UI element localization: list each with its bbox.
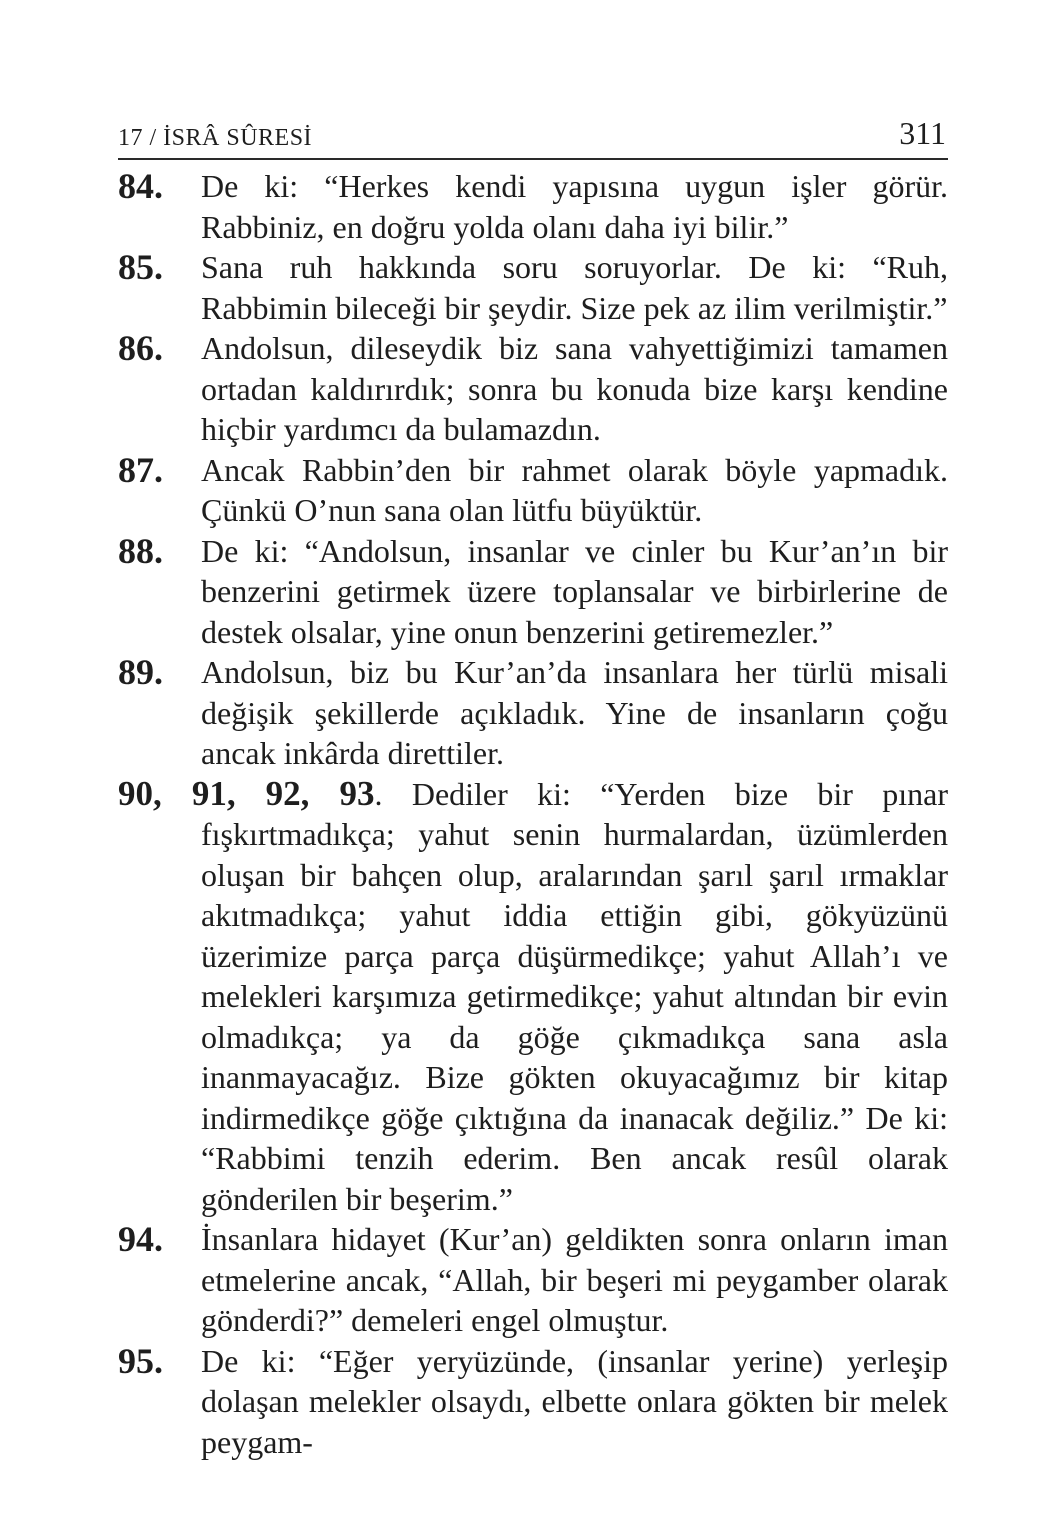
verse-95: [118, 1341, 948, 1463]
verse-text: De ki: “Andolsun, insanlar ve cinler bu Kur’an’ın bir benzerini getirmek üzere toplansalar ve birbirlerine de destek olsalar, yine onun benzerini getiremezler.”: [201, 532, 948, 650]
verse-number: 86.: [118, 328, 163, 368]
running-header: [118, 112, 948, 160]
verse-85: [118, 247, 948, 328]
verse-text: Sana ruh hakkında soru soruyorlar. De ki: “Ruh, Rabbimin bileceği bir şeydir. Size pek az ilim verilmiştir.”: [201, 249, 948, 326]
verse-88: [118, 531, 948, 653]
verse-number: 95.: [118, 1340, 163, 1381]
verse-number: 87.: [118, 449, 163, 490]
verse-84: [118, 166, 948, 247]
verse-text: . Dediler ki: “Yerden bize bir pınar fışkırtmadıkça; yahut senin hurmalardan, üzümlerden oluşan bir bahçen olup, aralarından şarıl şarıl ırmaklar akıtmadıkça; yahut iddia ettiğin gibi, gökyüzünü üzerimize parça parça düşürmedikçe; yahut Allah’ı ve melekleri karşımıza getirmedikçe; yahut altından bir evin olmadıkça; ya da göğe çıkmadıkça sana asla inanmayacağız. Bize gökten okuyacağımız bir kitap indirmedikçe göğe çıktığına da inanacak değiliz.” De ki: “Rabbimi tenzih ederim. Ben ancak resûl olarak gönderilen bir beşerim.”: [201, 775, 948, 1217]
verse-90-93: [118, 774, 948, 1220]
verse-number: 88.: [118, 530, 163, 571]
verse-number: 89.: [118, 652, 163, 692]
verse-number: 85.: [118, 247, 163, 287]
verse-number: 90, 91, 92, 93: [118, 773, 375, 813]
chapter-title: 17 / İSRÂ SÛRESİ: [118, 125, 313, 151]
verse-text: De ki: “Herkes kendi yapısına uygun işler görür. Rabbiniz, en doğru yolda olanı daha iyi bilir.”: [201, 168, 948, 245]
verse-text: Ancak Rabbin’den bir rahmet olarak böyle yapmadık. Çünkü O’nun sana olan lütfu büyüktür.: [201, 451, 948, 528]
verse-89: [118, 652, 948, 774]
verse-87: [118, 450, 948, 531]
verse-text: De ki: “Eğer yeryüzünde, (insanlar yerine) yerleşip dolaşan melekler olsaydı, elbette onlara gökten bir melek peygam-: [201, 1342, 948, 1460]
verse-number: 94.: [118, 1219, 163, 1259]
verse-94: [118, 1219, 948, 1341]
verse-text: Andolsun, dileseydik biz sana vahyettiğimizi tamamen ortadan kaldırırdık; sonra bu konuda bize karşı kendine hiçbir yardımcı da bulamazdın.: [201, 330, 948, 447]
verse-text: İnsanlara hidayet (Kur’an) geldikten sonra onların iman etmelerine ancak, “Allah, bir beşeri mi peygamber olarak gönderdi?” demeleri engel olmuştur.: [201, 1221, 948, 1338]
verse-86: [118, 328, 948, 450]
page-number: 311: [899, 115, 946, 151]
page-body: [118, 166, 948, 1462]
verse-text: Andolsun, biz bu Kur’an’da insanlara her türlü misali değişik şekillerde açıkladık. Yine de insanların çoğu ancak inkârda direttiler.: [201, 654, 948, 771]
verse-number: 84.: [118, 166, 163, 206]
